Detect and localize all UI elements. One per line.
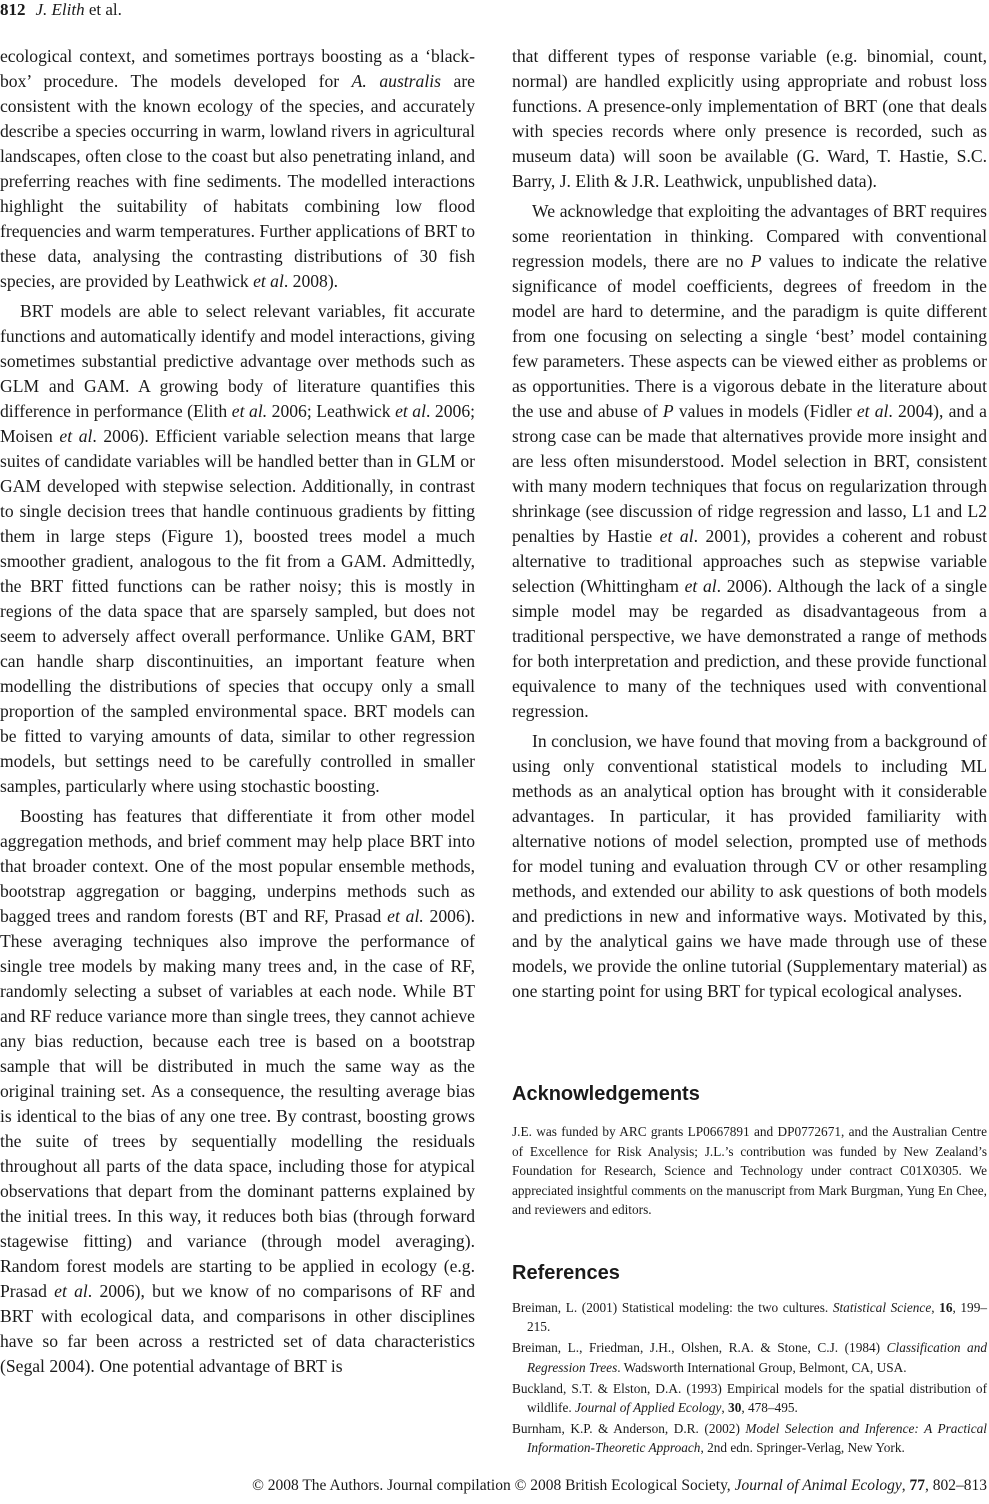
bold-run: 16 [939, 1300, 953, 1315]
acknowledgements-heading: Acknowledgements [512, 1083, 700, 1105]
italic-run: P [750, 251, 762, 271]
body-paragraph [512, 729, 987, 1004]
italic-run: et al [659, 526, 694, 546]
running-header [0, 0, 122, 22]
reference-item [512, 1298, 987, 1336]
right-column [512, 44, 987, 1009]
italic-run: et al [395, 401, 426, 421]
text-run: ecological context, and sometimes portrays boosting as a ‘black-box’ procedure. The models developed for [0, 46, 475, 91]
text-run: values in models (Fidler [673, 401, 857, 421]
italic-run: et al [684, 576, 717, 596]
text-run: BRT models are able to select relevant variables, fit accurate functions and automatically identify and model interactions, giving sometimes substantial predictive advantage over methods such as GLM and GAM. A growing body of literature quantifies this difference in performance (Elith [0, 301, 475, 421]
text-run: . 2006; Moisen [0, 401, 475, 446]
italic-run: et al. [387, 906, 424, 926]
italic-run: P [662, 401, 674, 421]
text-run: 2006; Leathwick [267, 401, 396, 421]
text-run: . 2001), provides a coherent and robust alternative to traditional approaches such as stepwise variable selection (Whittingham [512, 526, 987, 596]
page-footer [252, 1477, 987, 1495]
text-run: . 2006). Efficient variable selection means that large suites of candidate variables will be handled better than in GLM or GAM developed with stepwise selection. Additionally, in contrast to single decision trees that handle continuous gradients by fitting them in large steps (Figure 1), boosted trees model a much smoother gradient, analogous to the fit from a GAM. Admittedly, the BRT fitted functions can be rather noisy; this is mostly in regions of the data space that are sparsely sampled, but does not seem to adversely affect overall performance. Unlike GAM, BRT can handle sharp discontinuities, an important feature when modelling the distributions of species that occupy only a small proportion of the sampled environmental space. BRT models can be fitted to varying amounts of data, similar to other regression models, but settings need to be carefully controlled in smaller samples, particularly where using stochastic boosting. [0, 426, 476, 796]
body-paragraph [0, 804, 475, 1379]
footer-separator: , [901, 1477, 910, 1494]
text-run: We acknowledge that exploiting the advantages of BRT requires some reorientation in thinking. Compared with conventional regression models, there are no [512, 201, 987, 271]
text-run: . Wadsworth International Group, Belmont, CA, USA. [617, 1359, 907, 1375]
left-column [0, 44, 475, 1384]
text-run: , 2nd edn. Springer-Verlag, New York. [700, 1440, 905, 1456]
body-paragraph [512, 44, 987, 194]
text-run: , [931, 1300, 940, 1315]
reference-item [512, 1419, 987, 1457]
text-run: . 2006), but we know of no comparisons of RF and BRT with ecological data, and comparisons in other disciplines have so far been across a restricted set of data characteristics (Segal 2004). One potential advantage of BRT is [0, 1281, 475, 1376]
italic-run: et al [856, 401, 889, 421]
reference-item [512, 1379, 987, 1417]
italic-run: et al [59, 426, 93, 446]
text-run: Boosting has features that differentiate it from other model aggregation methods, and brief comment may help place BRT into that broader context. One of the most popular ensemble methods, bootstrap aggregation or bagging, underpins methods such as bagged trees and random forests (BT and RF, Prasad [0, 806, 475, 926]
reference-list [512, 1298, 987, 1460]
body-paragraph [512, 199, 987, 724]
running-author-suffix: et al. [84, 0, 122, 19]
running-author: J. Elith [35, 0, 85, 19]
italic-run: et al [253, 271, 284, 291]
body-paragraph [0, 44, 475, 294]
italic-run: et al. [231, 401, 268, 421]
footer-pages: , 802–813 [925, 1477, 987, 1494]
acknowledgements-text: J.E. was funded by ARC grants LP0667891 and DP0772671, and the Australian Centre of Excellence for Risk Analysis; J.L.’s contribution was funded by New Zealand’s Foundation for Research, Science and Technology under contract C01X0305. We appreciated insightful comments on the manuscript from Mark Burgman, Yung En Chee, and reviewers and editors. [512, 1124, 987, 1217]
footer-copyright: © 2008 The Authors. Journal compilation © 2008 British Ecological Society, [252, 1477, 735, 1494]
references-heading: References [512, 1262, 620, 1284]
text-run: Buckland, S.T. & Elston, D.A. (1993) Empirical models for the spatial distribution of wildlife. [512, 1380, 987, 1416]
text-run: 2006). These averaging techniques also improve the performance of single tree models by making many trees and, in the case of RF, randomly selecting a subset of variables at each node. While BT and RF reduce variance more than single trees, they cannot achieve any bias reduction, because each tree is based on a bootstrap sample that will be distributed in much the same way as the original training set. As a consequence, the resulting average bias is identical to the bias of any one tree. By contrast, boosting grows the suite of trees by sequentially modelling the residuals throughout all parts of the data space, including those for atypical observations that depart from the dominant patterns explained by the initial trees. In this way, it reduces both bias (through forward stagewise fitting) and variance (through model averaging). Random forest models are starting to be applied in ecology (e.g. Prasad [0, 906, 475, 1301]
text-run: , [721, 1400, 729, 1416]
footer-journal: Journal of Animal Ecology [734, 1477, 902, 1494]
italic-run: Model Selection and Inference: A Practical Information-Theoretic Approach [527, 1421, 987, 1456]
page-number: 812 [0, 0, 26, 19]
text-run: In conclusion, we have found that moving from a background of using only conventional statistical models to including ML methods as an analytical option has brought with it considerable advantages. In particular, it has provided familiarity with alternative notions of model selection, prompted use of methods for model tuning and evaluation through CV or other resampling methods, and extended our ability to ask questions of both models and predictions in new and informative ways. Motivated by this, and by the analytical gains we have made through use of these models, we provide the online tutorial (Supplementary material) as one starting point for using BRT for typical ecological analyses. [512, 731, 987, 1001]
italic-run: A. australis [351, 71, 441, 91]
text-run: Burnham, K.P. & Anderson, D.R. (2002) [512, 1421, 746, 1437]
bold-run: 30 [728, 1400, 742, 1416]
italic-run: Classification and Regression Trees [527, 1340, 987, 1375]
text-run: values to indicate the relative significance of model coefficients, degrees of freedom in the model are hard to determine, and the paradigm is quite different from one focusing on selecting a single ‘best’ model containing few parameters. These aspects can be viewed either as problems or as opportunities. There is a vigorous debate in the literature about the use and abuse of [512, 251, 987, 421]
text-run: . 2004), and a strong case can be made that alternatives provide more insight and are less often misunderstood. Model selection in BRT, consistent with many modern techniques that focus on regularization through shrinkage (see discussion of ridge regression and lasso, L1 and L2 penalties by Hastie [512, 401, 987, 546]
text-run: Breiman, L., Friedman, J.H., Olshen, R.A. & Stone, C.J. (1984) [512, 1340, 887, 1356]
text-run: that different types of response variable (e.g. binomial, count, normal) are handled explicitly using appropriate and robust loss functions. A presence-only implementation of BRT (one that deals with species records where only presence is recorded, such as museum data) will soon be available (G. Ward, T. Hastie, S.C. Barry, J. Elith & J.R. Leathwick, unpublished data). [512, 46, 987, 191]
footer-volume: 77 [909, 1477, 925, 1494]
italic-run: Statistical Science [832, 1300, 932, 1315]
text-run: . 2008). [283, 271, 339, 291]
reference-item [512, 1338, 987, 1376]
italic-run: Journal of Applied Ecology [575, 1400, 722, 1416]
text-run: are consistent with the known ecology of the species, and accurately describe a species occurring in warm, lowland rivers in agricultural landscapes, often close to the coast but also penetrating inland, and preferring reaches with fine sediments. The modelled interactions highlight the suitability of habitats combining low flood frequencies and warm temperatures. Further applications of BRT to these data, analysing the contrasting distributions of 30 fish species, are provided by Leathwick [0, 71, 475, 291]
italic-run: et al [54, 1281, 88, 1301]
text-run: , 199–215. [527, 1300, 987, 1335]
text-run: . 2006). Although the lack of a single simple model may be regarded as disadvantageous from a traditional perspective, we have demonstrated a range of methods for both interpretation and prediction, and these provide functional equivalence to many of the techniques used with conventional regression. [512, 576, 988, 721]
text-run: , 478–495. [741, 1400, 798, 1416]
body-paragraph [0, 299, 475, 799]
text-run: Breiman, L. (2001) Statistical modeling: the two cultures. [512, 1300, 833, 1315]
